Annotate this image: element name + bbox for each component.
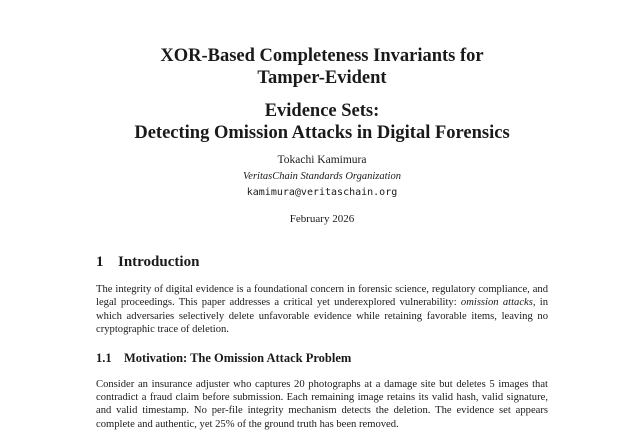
- introduction-paragraph: [96, 283, 548, 337]
- subsection-heading-motivation: [96, 351, 548, 366]
- section-heading-introduction: [96, 254, 548, 271]
- paper-title-line-3: Evidence Sets:: [264, 101, 380, 121]
- intro-text-start: The integrity of digital evidence is a foundational concern in forensic science, regulatory compliance, and legal proceedings. This paper addresses a critical yet underexplored vulnerability:: [96, 284, 548, 309]
- paper-date: February 2026: [289, 213, 355, 225]
- paper-title-line-4: Detecting Omission Attacks in Digital Forensics: [134, 123, 510, 143]
- subsection-number: 1.1: [96, 350, 112, 365]
- subsection-title: Motivation: The Omission Attack Problem: [124, 350, 352, 365]
- section-title: Introduction: [118, 254, 200, 270]
- author-name: Tokachi Kamimura: [277, 154, 367, 166]
- section-number: 1: [96, 254, 104, 270]
- paper-title-line-2: Tamper-Evident: [257, 68, 387, 88]
- author-organization: VeritasChain Standards Organization: [243, 171, 401, 182]
- motivation-paragraph: Consider an insurance adjuster who captures 20 photographs at a damage site but deletes 5 images that contradict a fraud claim before submission. Each remaining image retains its valid hash, valid signature, and valid timestamp. No per-file integrity mechanism detects the deletion. The evidence set appears complete and authentic, yet 25% of the ground truth has been removed.: [96, 378, 548, 430]
- intro-text-end: , in which adversaries selectively delete unfavorable evidence while retaining favorable items, leaving no cryptographic trace of deletion.: [96, 297, 548, 336]
- intro-emphasis: omission attacks: [460, 297, 533, 309]
- author-email: kamimura@veritaschain.org: [246, 187, 398, 198]
- paper-title-line-1: XOR-Based Completeness Invariants for: [160, 46, 484, 66]
